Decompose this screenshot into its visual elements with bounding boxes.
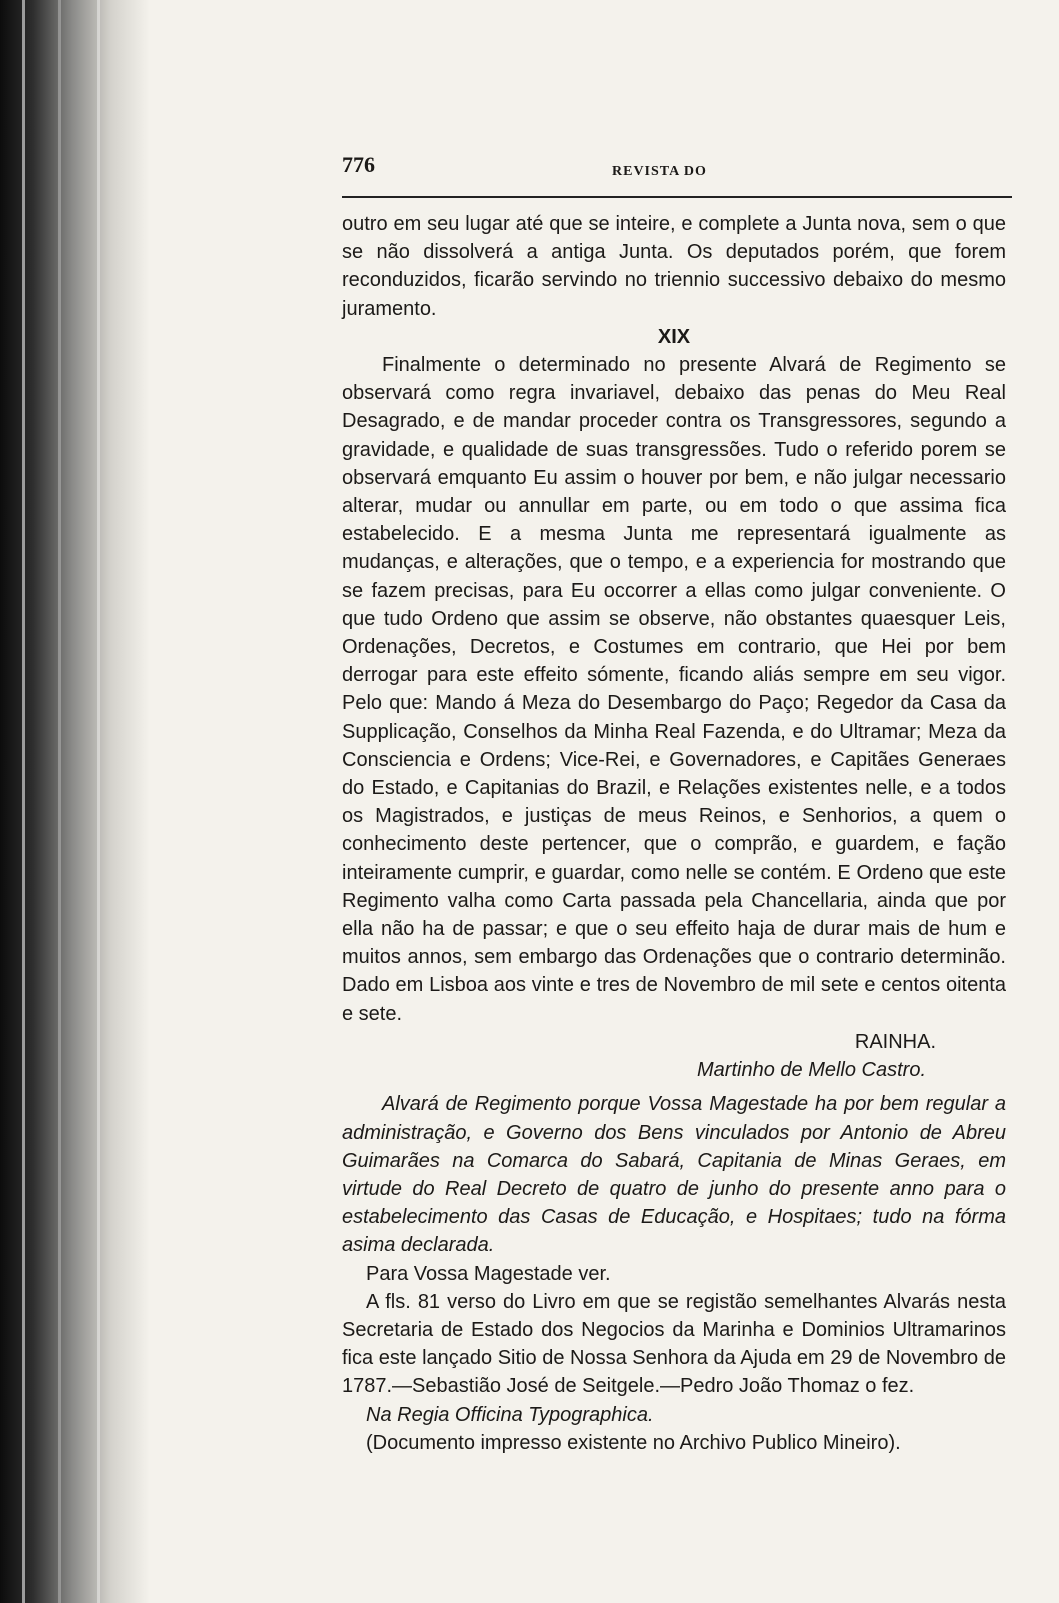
signatory: Martinho de Mello Castro. [697, 1059, 926, 1082]
title-note: Alvará de Regimento porque Vossa Magestade ha por bem regular a administração, e Governo dos Bens vinculados por Antonio de Abreu Guimarães na Comarca do Sabará, Capitania de Minas Geraes, em virtude do Real Decreto de quatro de junho do presente anno para o estabelecimento das Casas de Educação, e Hospitaes; tudo na fórma asima declarada. [342, 1093, 1006, 1257]
page-header [342, 150, 1012, 198]
section-paragraph: Finalmente o determinado no presente Alvará de Regimento se observará como regra invariavel, debaixo das penas do Meu Real Desagrado, e de mandar proceder contra os Transgressores, segundo a gravidade, e qualidade de suas transgressões. Tudo o referido porem se observará emquanto Eu assim o houver por bem, e não julgar necessario alterar, mudar ou annullar em parte, ou em todo o que assima fica estabelecido. E a mesma Junta me representará igualmente as mudanças, e alterações, que o tempo, e a experiencia for mostrando que se fazem precisas, para Eu occorrer a ellas como julgar conveniente. O que tudo Ordeno que assim se observe, não obstantes quaesquer Leis, Ordenações, Decretos, e Costumes em contrario, que Hei por bem derrogar para este effeito sómente, ficando aliás sempre em seu vigor. Pelo que: Mando á Meza do Desembargo do Paço; Regedor da Casa da Supplicação, Conselhos da Minha Real Fazenda, e do Ultramar; Meza da Consciencia e Ordens; Vice-Rei, e Governadores, e Capitães Generaes do Estado, e Capitanias do Brazil, e Relações existentes nelle, e a todos os Magistrados, e justiças de meus Reinos, e Senhorios, a quem o conhecimento deste pertencer, que o comprão, e guardem, e fação inteiramente cumprir, e guardar, como nelle se contém. E Ordeno que este Regimento valha como Carta passada pela Chancellaria, ainda que por ella não ha de passar; e que o seu effeito haja de durar mais de hum e muitos annos, sem embargo das Ordenações que o contrario determinão. Dado em Lisboa aos vinte e tres de Novembro de mil sete e centos oitenta e sete. [342, 354, 1006, 1025]
section-heading: XIX [657, 325, 691, 348]
oficina-line: Na Regia Officina Typographica. [366, 1403, 654, 1426]
page-number: 776 [342, 152, 375, 177]
source-note: (Documento impresso existente no Archivo Publico Mineiro). [366, 1431, 901, 1454]
continuation-paragraph: outro em seu lugar até que se inteire, e complete a Junta nova, sem o que se não dissolverá a antiga Junta. Os deputados porém, que forem reconduzidos, ficarão servindo no triennio successivo debaixo do mesmo juramento. [342, 213, 1006, 320]
body-text [342, 210, 1006, 1457]
signature: RAINHA. [854, 1030, 936, 1053]
running-head: REVISTA DO [612, 164, 707, 179]
para-ver-line: Para Vossa Magestade ver. [366, 1262, 611, 1285]
spine-streak [22, 0, 25, 1603]
registro-paragraph: A fls. 81 verso do Livro em que se registão semelhantes Alvarás nesta Secretaria de Estado dos Negocios da Marinha e Dominios Ultramarinos fica este lançado Sitio de Nossa Senhora da Ajuda em 29 de Novembro de 1787.—Sebastião José de Seitgele.—Pedro João Thomaz o fez. [342, 1290, 1006, 1398]
book-page [342, 0, 1012, 1603]
spine-streak [97, 0, 100, 1603]
book-spine-shadow [0, 0, 150, 1603]
spine-streak [58, 0, 61, 1603]
